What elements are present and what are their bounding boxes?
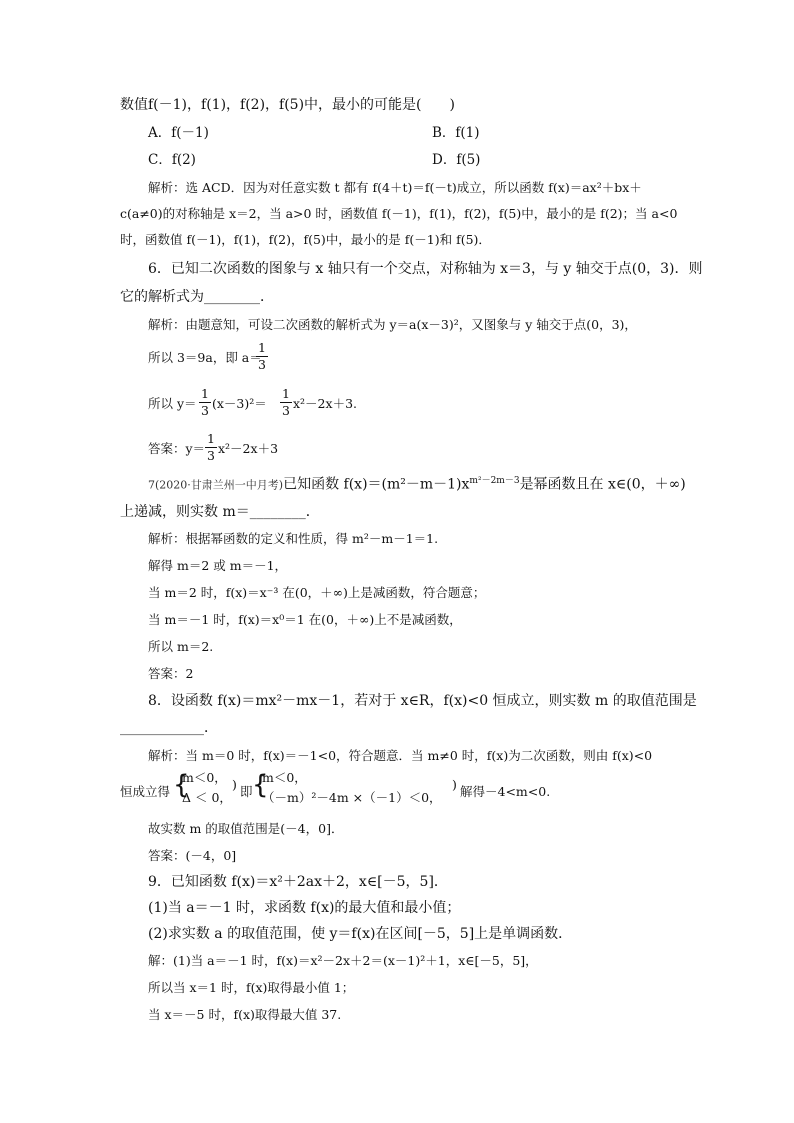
left-brace: { (173, 770, 190, 800)
question-7-text-end: 是幂函数且在 x∈(0，＋∞) (519, 476, 686, 493)
fraction (280, 386, 292, 419)
solution-7-line-4: 当 m＝－1 时，f(x)＝x⁰＝1 在(0，＋∞)上不是减函数， (148, 612, 462, 627)
option-b: B．f(1) (432, 125, 480, 141)
question-5-tail: 数值f(－1)，f(1)，f(2)，f(5)中，最小的可能是( ) (120, 97, 455, 113)
solution-9-line-1: 解：(1)当 a＝－1 时，f(x)＝x²－2x＋2＝(x－1)²＋1，x∈[－5，5]， (148, 953, 538, 968)
fraction-denominator: 3 (201, 403, 209, 418)
option-d: D．f(5) (432, 152, 481, 168)
fraction-numerator: 1 (258, 340, 266, 355)
answer-6-end: x²－2x＋3 (218, 441, 279, 456)
right-paren: ) (232, 777, 237, 792)
fraction (256, 340, 268, 373)
solution-7-line-3: 当 m＝2 时，f(x)＝x⁻³ 在(0，＋∞)上是减函数，符合题意； (148, 585, 486, 600)
question-9-line-1: 9．已知函数 f(x)＝x²＋2ax＋2，x∈[－5，5]． (148, 874, 448, 890)
question-7-exponent: m²－2m－3 (469, 476, 520, 486)
solution-7-line-1: 解析：根据幂函数的定义和性质，得 m²－m－1＝1. (148, 531, 439, 546)
option-a: A．f(－1) (148, 125, 209, 141)
fraction-denominator: 3 (258, 357, 266, 372)
solution-5-line-1: 解析：选 ACD．因为对任意实数 t 都有 f(4＋t)＝f(－t)成立，所以函数 f(x)＝ax²＋bx＋ (148, 180, 642, 195)
fraction-numerator: 1 (207, 431, 215, 446)
solution-8-line-1: 解析：当 m＝0 时，f(x)＝－1<0，符合题意．当 m≠0 时，f(x)为二次函数，则由 f(x)<0 (148, 748, 653, 763)
question-8-line-2: ____________． (120, 720, 218, 736)
solution-5-line-3: 时，函数值 f(－1)，f(1)，f(2)，f(5)中，最小的是 f(－1)和 f(5)． (120, 232, 491, 247)
condition-2a: m＜0， (262, 770, 307, 785)
solution-8-line-2-end: 解得－4<m<0. (460, 784, 551, 799)
question-7-line-2: 上递减，则实数 m＝________． (120, 504, 320, 520)
question-6-line-2: 它的解析式为________． (120, 289, 274, 305)
solution-6-line-3-start: 所以 y＝ (148, 396, 197, 411)
question-6-line-1: 6．已知二次函数的图象与 x 轴只有一个交点，对称轴为 x＝3，与 y 轴交于点(0，3)．则 (148, 261, 703, 277)
solution-5-line-2: c(a≠0)的对称轴是 x＝2，当 a>0 时，函数值 f(－1)，f(1)，f(2)，f(5)中，最小的是 f(2)；当 a<0 (120, 206, 678, 221)
fraction-denominator: 3 (282, 403, 290, 418)
solution-7-line-2: 解得 m＝2 或 m＝－1， (148, 558, 288, 573)
condition-1b: Δ ＜ 0， (182, 790, 232, 805)
fraction-numerator: 1 (282, 386, 290, 401)
condition-1a: m＜0， (182, 770, 227, 785)
question-8-line-1: 8．设函数 f(x)＝mx²－mx－1，若对于 x∈R，f(x)<0 恒成立，则实数 m 的取值范围是 (148, 693, 697, 709)
fraction-numerator: 1 (201, 386, 209, 401)
fraction (199, 386, 211, 419)
solution-7-line-5: 所以 m＝2. (148, 639, 214, 654)
left-brace: { (252, 770, 269, 800)
right-paren: ) (452, 777, 457, 792)
question-7-source: 7(2020·甘肃兰州一中月考) (148, 478, 284, 492)
solution-8-line-3: 故实数 m 的取值范围是(－4，0]． (148, 821, 344, 836)
question-9-part-2: (2)求实数 a 的取值范围，使 y＝f(x)在区间[－5，5]上是单调函数． (148, 926, 573, 942)
answer-6-start: 答案：y＝ (148, 441, 206, 456)
answer-7: 答案：2 (148, 666, 194, 681)
question-7-text: 已知函数 f(x)＝(m²－m－1)x (283, 476, 470, 493)
option-c: C．f(2) (148, 152, 196, 168)
question-7-line-1 (148, 473, 686, 494)
solution-6-line-1: 解析：由题意知，可设二次函数的解析式为 y＝a(x－3)²，又图象与 y 轴交于点(0，3)， (148, 317, 637, 332)
solution-9-line-2: 所以当 x＝1 时，f(x)取得最小值 1； (148, 980, 355, 995)
solution-9-line-3: 当 x＝－5 时，f(x)取得最大值 37. (148, 1007, 342, 1022)
solution-8-line-2-mid: 即 (240, 784, 253, 799)
solution-6-line-3-end: x²－2x＋3. (293, 396, 357, 411)
fraction (205, 431, 217, 464)
question-9-part-1: (1)当 a＝－1 时，求函数 f(x)的最大值和最小值； (148, 900, 461, 916)
solution-8-line-2-start: 恒成立得 (120, 784, 171, 799)
condition-2b: （－m）²－4m ×（－1）＜0， (262, 790, 442, 805)
solution-6-line-3-mid: (x－3)²＝ (212, 396, 267, 411)
fraction-denominator: 3 (207, 448, 215, 463)
answer-8: 答案：(－4，0] (148, 848, 237, 863)
solution-6-line-2: 所以 3＝9a，即 a＝ (148, 350, 262, 365)
